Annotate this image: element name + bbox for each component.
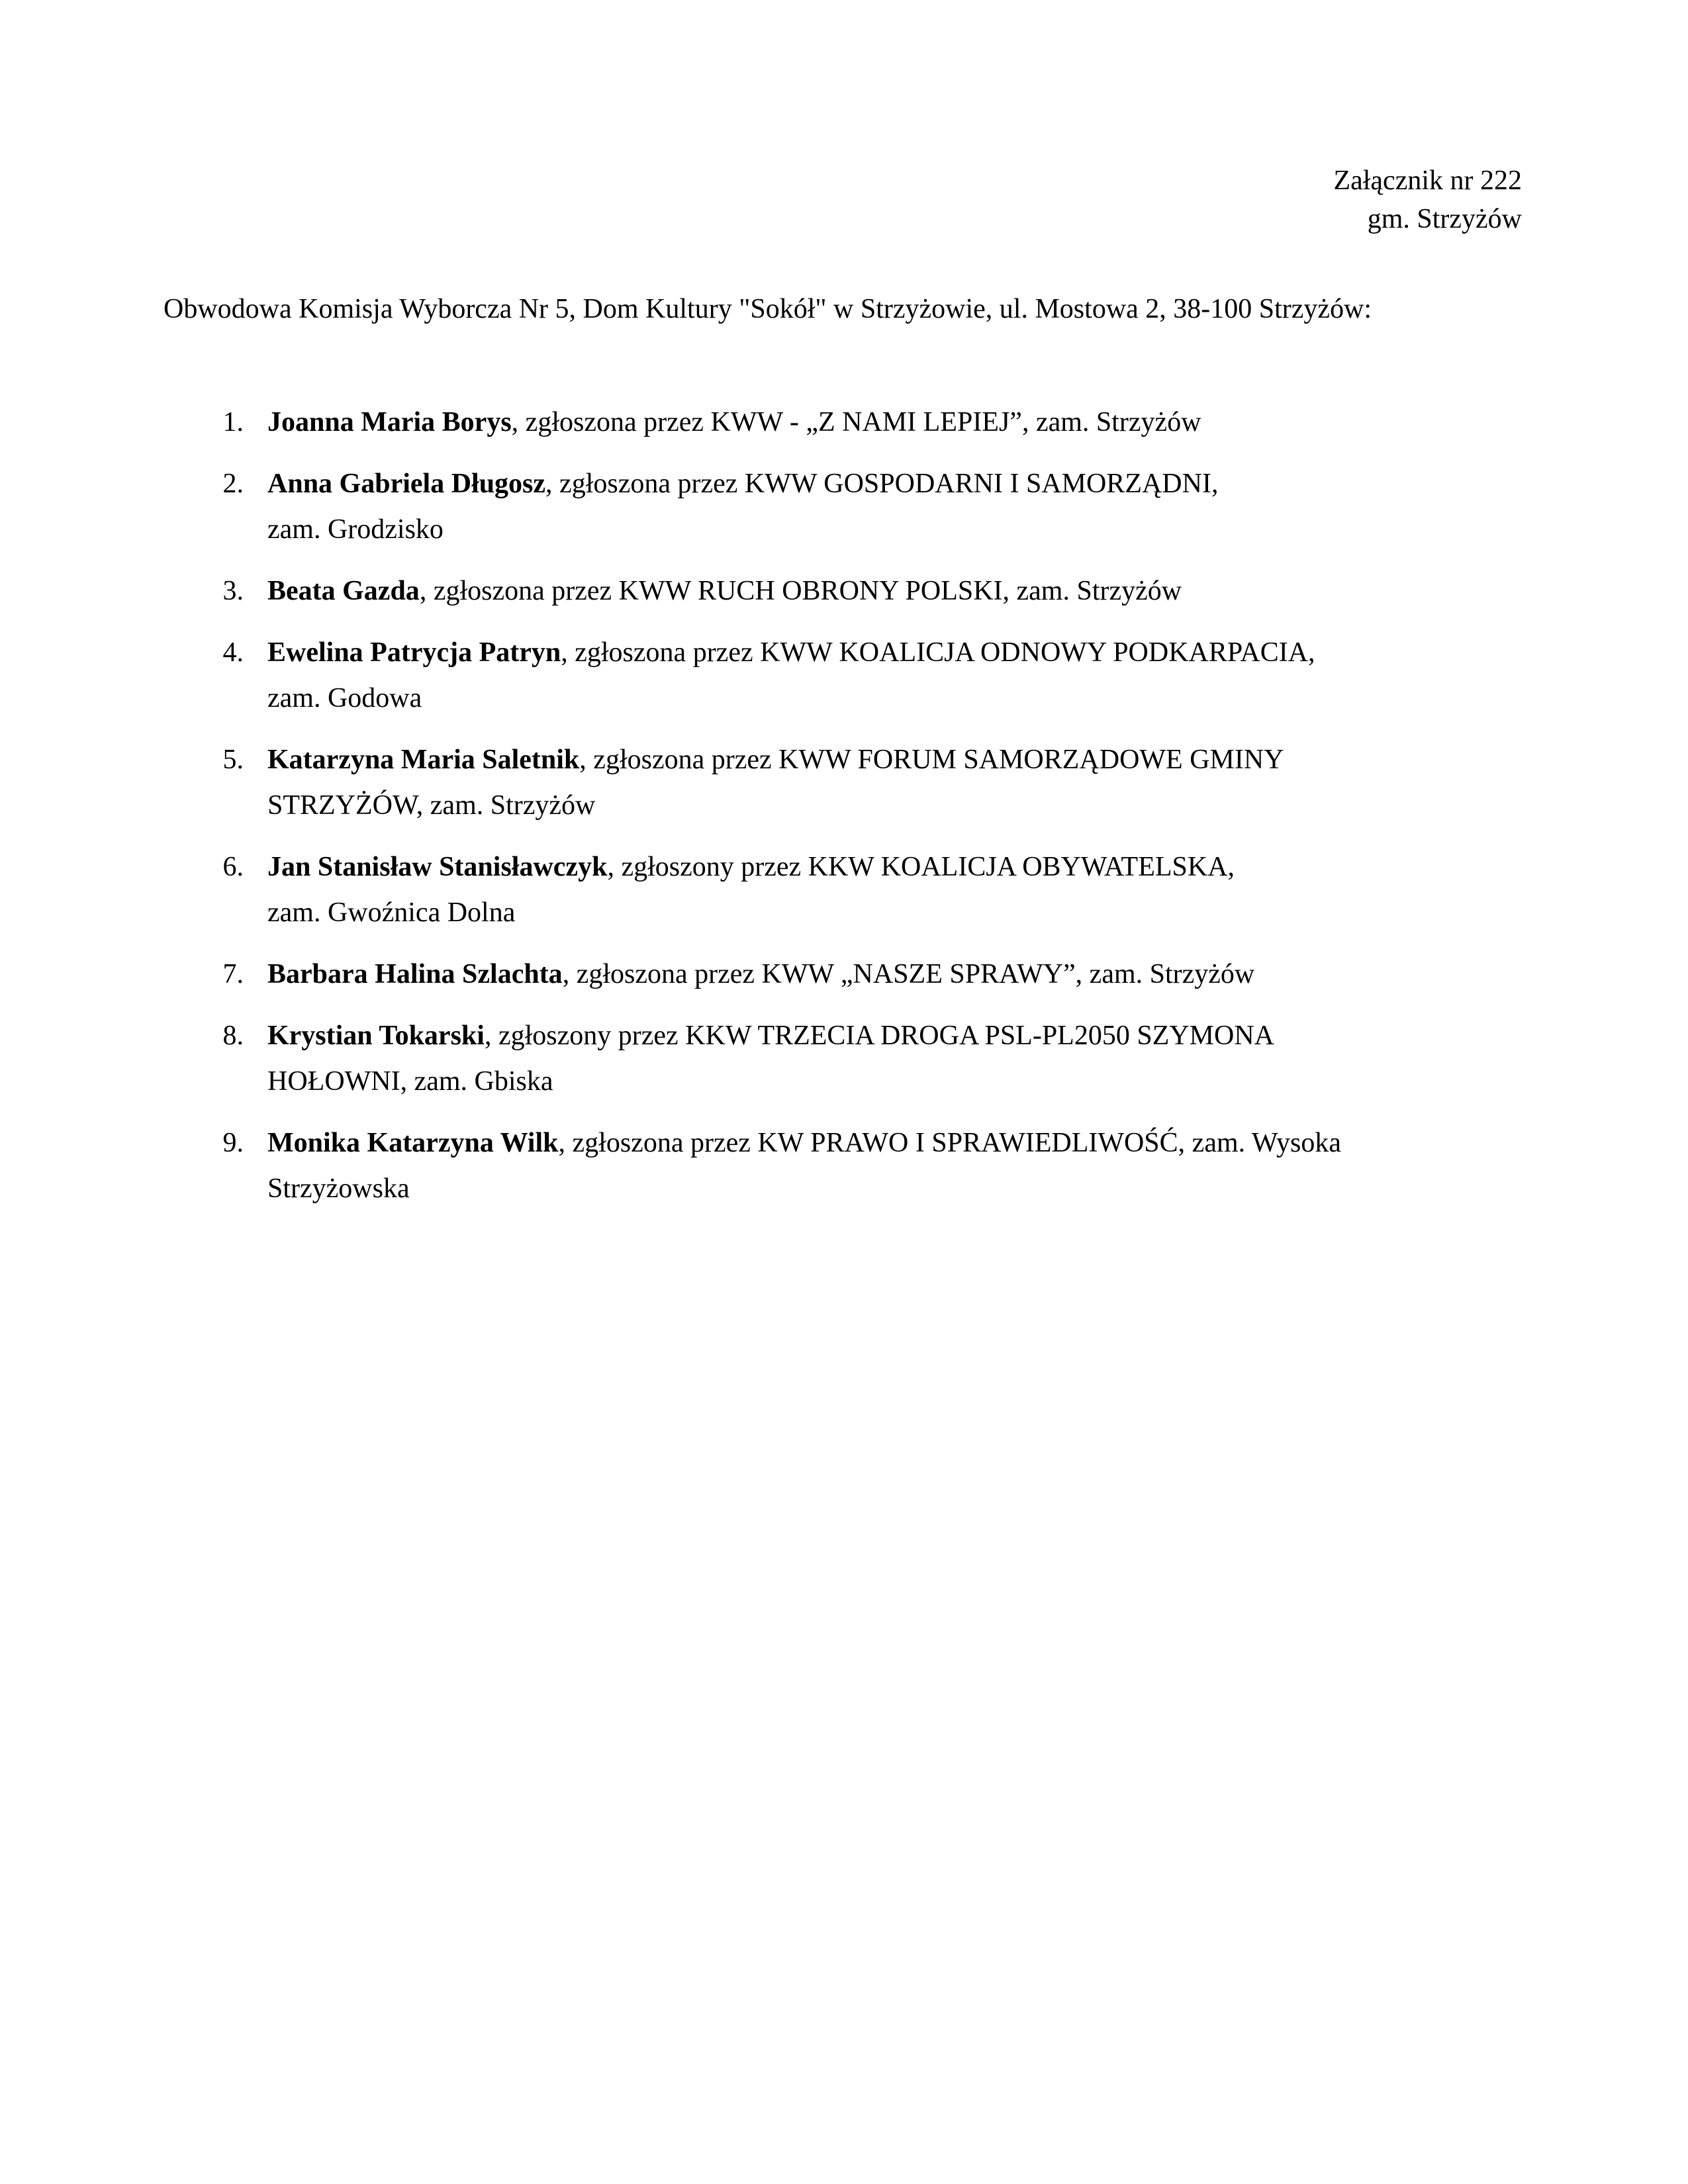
- member-details-continued: HOŁOWNI, zam. Gbiska: [267, 1066, 553, 1097]
- member-details: , zgłoszona przez KWW „NASZE SPRAWY”, zam. Strzyżów: [562, 959, 1255, 989]
- item-number: 1.: [222, 407, 244, 437]
- list-item: [211, 630, 1528, 721]
- member-name: Beata Gazda: [267, 576, 420, 606]
- item-line: [267, 1120, 1528, 1166]
- member-details-continued: STRZYŻÓW, zam. Strzyżów: [267, 790, 596, 821]
- member-details: , zgłoszona przez KWW GOSPODARNI I SAMORZĄDNI,: [545, 469, 1219, 499]
- member-name: Joanna Maria Borys: [267, 407, 512, 437]
- item-line: [267, 461, 1528, 507]
- list-item: [211, 844, 1528, 936]
- member-name: Krystian Tokarski: [267, 1021, 485, 1051]
- list-item: [211, 569, 1528, 614]
- member-details-continued: zam. Gwoźnica Dolna: [267, 897, 516, 928]
- member-details: , zgłoszony przez KKW TRZECIA DROGA PSL-PL2050 SZYMONA: [484, 1021, 1275, 1051]
- member-details: , zgłoszony przez KKW KOALICJA OBYWATELSKA,: [607, 852, 1235, 882]
- item-number: 8.: [222, 1021, 244, 1051]
- member-details: , zgłoszona przez KWW - „Z NAMI LEPIEJ”, zam. Strzyżów: [511, 407, 1201, 437]
- item-line: [267, 630, 1528, 676]
- list-item: [211, 400, 1528, 445]
- list-item: [211, 461, 1528, 553]
- item-line: [267, 952, 1528, 997]
- list-item: [211, 952, 1528, 997]
- members-list: [211, 400, 1528, 1228]
- member-name: Anna Gabriela Długosz: [267, 469, 546, 499]
- member-details: , zgłoszona przez KW PRAWO I SPRAWIEDLIWOŚĆ, zam. Wysoka: [558, 1128, 1341, 1158]
- item-line: [267, 400, 1528, 445]
- list-item: [211, 737, 1528, 829]
- member-details: , zgłoszona przez KWW KOALICJA ODNOWY PODKARPACIA,: [561, 637, 1315, 668]
- member-details: , zgłoszona przez KWW FORUM SAMORZĄDOWE GMINY: [579, 745, 1284, 775]
- item-line: [267, 737, 1528, 783]
- member-name: Monika Katarzyna Wilk: [267, 1128, 559, 1158]
- member-name: Barbara Halina Szlachta: [267, 959, 563, 989]
- item-line: [267, 1013, 1528, 1059]
- commission-title: Obwodowa Komisja Wyborcza Nr 5, Dom Kultury "Sokół" w Strzyżowie, ul. Mostowa 2, 38-100 Strzyżów:: [164, 294, 1372, 324]
- item-number: 9.: [222, 1128, 244, 1158]
- member-details-continued: Strzyżowska: [267, 1173, 410, 1204]
- list-item: [211, 1013, 1528, 1105]
- member-name: Katarzyna Maria Saletnik: [267, 745, 580, 775]
- member-details-continued: zam. Godowa: [267, 683, 422, 713]
- item-number: 7.: [222, 959, 244, 989]
- member-details: , zgłoszona przez KWW RUCH OBRONY POLSKI, zam. Strzyżów: [419, 576, 1182, 606]
- item-number: 5.: [222, 745, 244, 775]
- item-line: [267, 569, 1528, 614]
- member-name: Ewelina Patrycja Patryn: [267, 637, 561, 668]
- item-number: 3.: [222, 576, 244, 606]
- document-header: [1333, 161, 1522, 238]
- member-name: Jan Stanisław Stanisławczyk: [267, 852, 608, 882]
- municipality-name: gm. Strzyżów: [1367, 204, 1522, 234]
- item-number: 4.: [222, 637, 244, 668]
- list-item: [211, 1120, 1528, 1212]
- item-number: 2.: [222, 469, 244, 499]
- item-number: 6.: [222, 852, 244, 882]
- item-line: [267, 844, 1528, 890]
- attachment-number: Załącznik nr 222: [1333, 165, 1522, 196]
- member-details-continued: zam. Grodzisko: [267, 514, 444, 545]
